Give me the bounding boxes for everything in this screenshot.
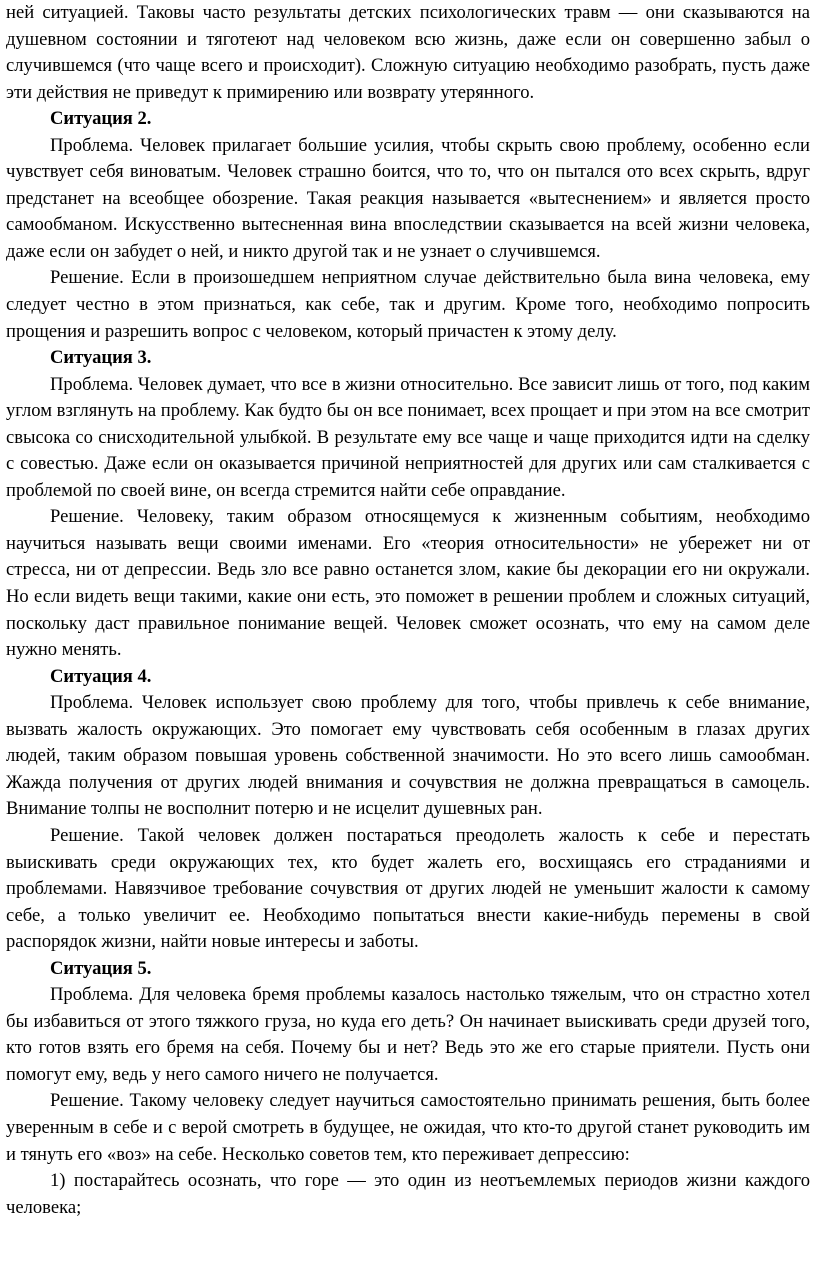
section-heading: Ситуация 2. [50,108,152,130]
section-heading: Ситуация 5. [50,957,152,979]
section-heading: Ситуация 4. [50,665,152,687]
paragraph: Решение. Человеку, таким образом относящемуся к жизненным событиям, необходимо научиться называть вещи своими именами. Его «теория относительности» не убережет ни от стресса, ни от депрессии. Ведь зло все равно останется злом, какие бы декорации его ни окружали. Но если видеть вещи такими, какие они есть, это поможет в решении проблем и сложных ситуаций, поскольку даст правильное понимание вещей. Человек сможет осознать, что ему на самом деле нужно менять. [6,506,810,661]
paragraph: Проблема. Человек прилагает большие усилия, чтобы скрыть свою проблему, особенно если чувствует себя виноватым. Человек страшно боится, что то, что он пытался ото всех скрыть, вдруг предстанет на всеобщее обозрение. Такая реакция называется «вытеснением» и является просто самообманом. Искусственно вытесненная вина впоследствии сказывается на всей жизни человека, даже если он забудет о ней, и никто другой так и не узнает о случившемся. [6,134,810,262]
paragraph-continuation: ней ситуацией. Таковы часто результаты детских психологических травм — они сказываются на душевном состоянии и тяготеют над человеком всю жизнь, даже если он совершенно забыл о случившемся (что чаще всего и происходит). Сложную ситуацию необходимо разобрать, пусть даже эти действия не приведут к примирению или возврату утерянного. [6,2,810,103]
paragraph: Решение. Если в произошедшем неприятном случае действительно была вина человека, ему следует честно в этом признаться, как себе, так и другим. Кроме того, необходимо попросить прощения и разрешить вопрос с человеком, который причастен к этому делу. [6,267,810,342]
paragraph: Решение. Такой человек должен постараться преодолеть жалость к себе и перестать выискивать среди окружающих тех, кто будет жалеть его, восхищаясь его страданиями и проблемами. Навязчивое требование сочувствия от других людей не уменьшит жалости к самому себе, а только увеличит ее. Необходимо попытаться внести какие-нибудь перемены в свой распорядок жизни, найти новые интересы и заботы. [6,824,810,953]
paragraph: Проблема. Для человека бремя проблемы казалось настолько тяжелым, что он страстно хотел бы избавиться от этого тяжкого груза, но куда его деть? Он начинает выискивать среди друзей того, кто готов взять его бремя на себя. Почему бы и нет? Ведь это же его старые приятели. Пусть они помогут ему, ведь у него самого ничего не получается. [6,984,810,1085]
section-heading: Ситуация 3. [50,347,152,369]
paragraph: Проблема. Человек думает, что все в жизни относительно. Все зависит лишь от того, под каким углом взглянуть на проблему. Как будто бы он все понимает, всех прощает и при этом на все смотрит свысока со снисходительной улыбкой. В результате ему все чаще и чаще приходится идти на сделку с совестью. Даже если он оказывается причиной неприятностей для других или сам сталкивается с проблемой по своей вине, он всегда стремится найти себе оправдание. [6,373,810,501]
paragraph: 1) постарайтесь осознать, что горе — это один из неотъемлемых периодов жизни каждого человека; [6,1170,810,1218]
paragraph: Решение. Такому человеку следует научиться самостоятельно принимать решения, быть более уверенным в себе и с верой смотреть в будущее, не ожидая, что кто-то другой станет руководить им и тянуть его «воз» на себе. Несколько советов тем, кто переживает депрессию: [6,1090,810,1165]
paragraph: Проблема. Человек использует свою проблему для того, чтобы привлечь к себе внимание, вызвать жалость окружающих. Это помогает ему чувствовать себя особенным в глазах других людей, таким образом повышая уровень собственной значимости. Но это всего лишь самообман. Жажда получения от других людей внимания и сочувствия не должна превращаться в самоцель. Внимание толпы не восполнит потерю и не исцелит душевных ран. [6,692,810,820]
document-body [6,0,810,1221]
